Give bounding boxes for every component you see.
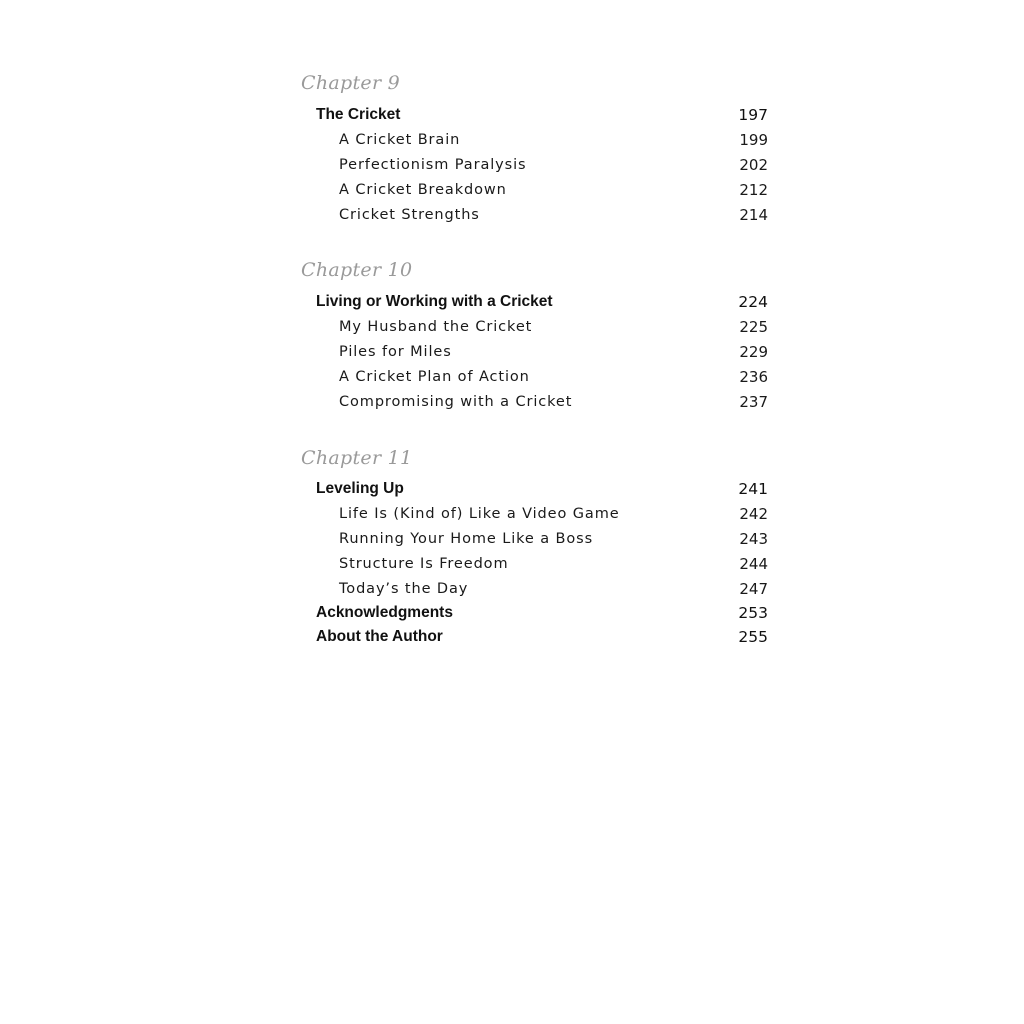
toc-subentry[interactable] [316, 204, 768, 226]
toc-subentry-title: My Husband the Cricket [339, 319, 533, 335]
toc-subentry-title: A Cricket Brain [339, 132, 461, 148]
toc-subentry[interactable] [316, 553, 768, 575]
chapter-10-label: Chapter 10 [301, 259, 413, 281]
toc-entry-title: Acknowledgments [316, 604, 453, 621]
toc-entry-page: 241 [738, 480, 768, 498]
toc-entry-page: 253 [738, 604, 768, 622]
toc-subentry[interactable] [316, 179, 768, 201]
chapter-9-label: Chapter 9 [301, 72, 401, 94]
toc-subentry[interactable] [316, 528, 768, 550]
toc-subentry-title: Life Is (Kind of) Like a Video Game [339, 506, 620, 522]
toc-subentry[interactable] [316, 578, 768, 600]
toc-entry-page: 255 [738, 628, 768, 646]
toc-subentry-title: A Cricket Breakdown [339, 182, 507, 198]
toc-subentry[interactable] [316, 154, 768, 176]
toc-subentry-title: Running Your Home Like a Boss [339, 531, 594, 547]
toc-subentry-title: Perfectionism Paralysis [339, 157, 527, 173]
toc-subentry-title: Compromising with a Cricket [339, 394, 573, 410]
toc-entry-page: 224 [738, 293, 768, 311]
toc-entry-page: 197 [738, 106, 768, 124]
toc-subentry-page: 237 [739, 393, 768, 411]
toc-subentry-title: Today’s the Day [339, 581, 469, 597]
toc-entry-title: Leveling Up [316, 480, 404, 497]
toc-subentry-title: Piles for Miles [339, 344, 452, 360]
toc-subentry-page: 202 [739, 156, 768, 174]
toc-subentry[interactable] [316, 391, 768, 413]
toc-entry-living-or-working[interactable] [316, 291, 768, 313]
toc-subentry-title: Structure Is Freedom [339, 556, 509, 572]
toc-subentry-page: 247 [739, 580, 768, 598]
toc-subentry[interactable] [316, 503, 768, 525]
chapter-11-label: Chapter 11 [301, 447, 413, 469]
toc-subentry-page: 242 [739, 505, 768, 523]
toc-entry-title: About the Author [316, 628, 443, 645]
toc-entry-about-the-author[interactable] [316, 626, 768, 648]
toc-subentry-page: 236 [739, 368, 768, 386]
toc-entry-title: Living or Working with a Cricket [316, 293, 553, 310]
toc-entry-the-cricket[interactable] [316, 104, 768, 126]
toc-subentry-page: 214 [739, 206, 768, 224]
toc-subentry[interactable] [316, 316, 768, 338]
toc-subentry-title: A Cricket Plan of Action [339, 369, 530, 385]
toc-subentry-page: 225 [739, 318, 768, 336]
toc-entry-title: The Cricket [316, 106, 401, 123]
toc-subentry-page: 243 [739, 530, 768, 548]
toc-subentry-page: 212 [739, 181, 768, 199]
toc-entry-acknowledgments[interactable] [316, 602, 768, 624]
toc-subentry-page: 199 [739, 131, 768, 149]
toc-entry-leveling-up[interactable] [316, 478, 768, 500]
toc-subentry[interactable] [316, 341, 768, 363]
toc-subentry-page: 229 [739, 343, 768, 361]
toc-subentry[interactable] [316, 366, 768, 388]
toc-subentry[interactable] [316, 129, 768, 151]
toc-subentry-title: Cricket Strengths [339, 207, 480, 223]
toc-subentry-page: 244 [739, 555, 768, 573]
